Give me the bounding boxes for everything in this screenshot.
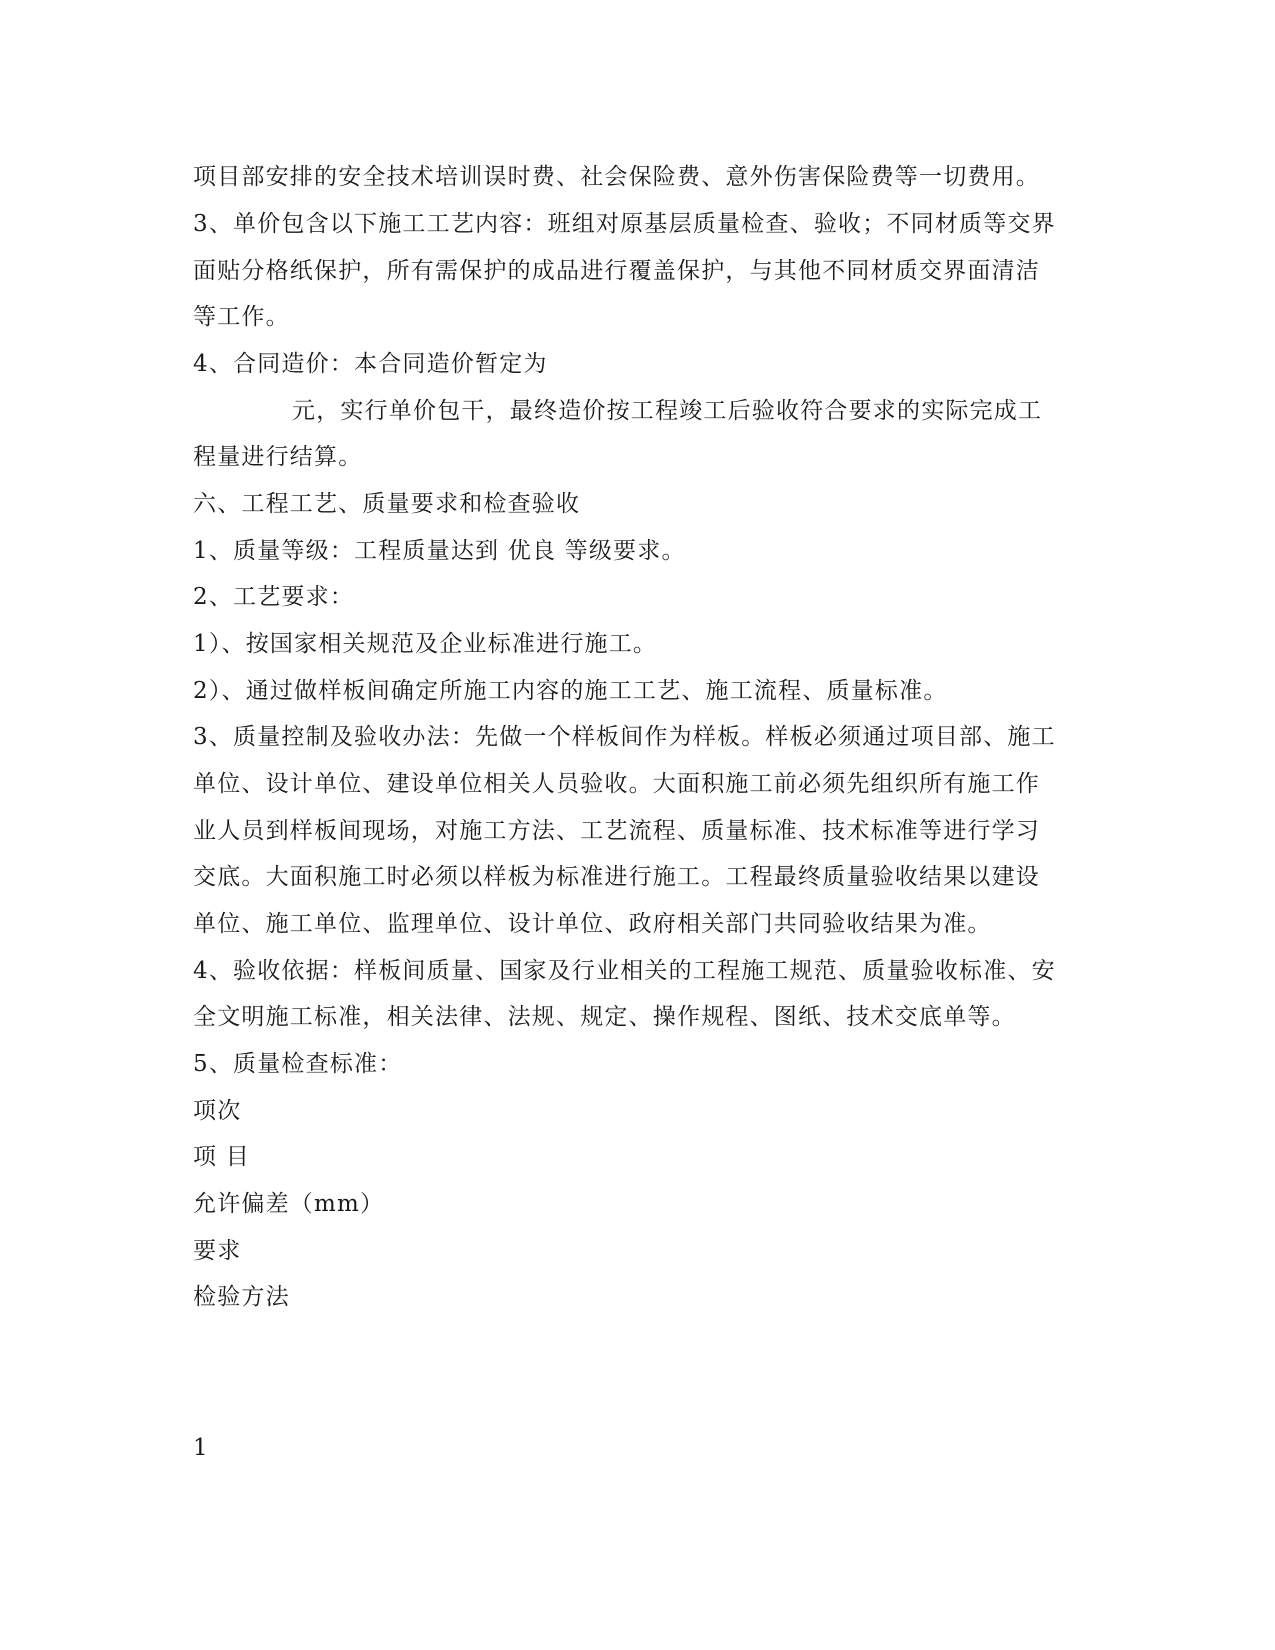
text-line: 程量进行结算。	[193, 444, 363, 470]
text-line: 等工作。	[193, 304, 290, 330]
text-line: 2、工艺要求：	[193, 584, 355, 610]
text-line: 4、验收依据：样板间质量、国家及行业相关的工程施工规范、质量验收标准、安	[193, 958, 1056, 984]
text-line: 元，实行单价包干，最终造价按工程竣工后验收符合要求的实际完成工	[292, 398, 1043, 424]
text-line: 2）、通过做样板间确定所施工内容的施工工艺、施工流程、质量标准。	[193, 678, 948, 704]
text-line: 1）、按国家相关规范及企业标准进行施工。	[193, 631, 658, 657]
text-line: 4、合同造价：本合同造价暂定为	[193, 351, 548, 377]
text-line: 交底。大面积施工时必须以样板为标准进行施工。工程最终质量验收结果以建设	[193, 864, 1040, 890]
text-line: 项目部安排的安全技术培训误时费、社会保险费、意外伤害保险费等一切费用。	[193, 164, 1040, 190]
text-line: 5、质量检查标准：	[193, 1051, 403, 1077]
table-header-inspection-method: 检验方法	[193, 1284, 290, 1310]
text-line: 全文明施工标准，相关法律、法规、规定、操作规程、图纸、技术交底单等。	[193, 1004, 1016, 1030]
text-line: 3、质量控制及验收办法：先做一个样板间作为样板。样板必须通过项目部、施工	[193, 724, 1056, 750]
page-number: 1	[193, 1435, 208, 1461]
table-header-requirement: 要求	[193, 1238, 242, 1264]
text-line: 1、质量等级：工程质量达到 优良 等级要求。	[193, 538, 686, 564]
table-header-item: 项 目	[193, 1144, 250, 1170]
section-heading: 六、工程工艺、质量要求和检查验收	[193, 491, 581, 517]
text-line: 3、单价包含以下施工工艺内容：班组对原基层质量检查、验收；不同材质等交界	[193, 211, 1056, 237]
text-line: 单位、设计单位、建设单位相关人员验收。大面积施工前必须先组织所有施工作	[193, 771, 1040, 797]
table-header-tolerance: 允许偏差（mm）	[193, 1191, 385, 1217]
text-line: 单位、施工单位、监理单位、设计单位、政府相关部门共同验收结果为准。	[193, 911, 992, 937]
text-line: 面贴分格纸保护，所有需保护的成品进行覆盖保护，与其他不同材质交界面清洁	[193, 258, 1040, 284]
text-line: 业人员到样板间现场，对施工方法、工艺流程、质量标准、技术标准等进行学习	[193, 818, 1040, 844]
table-header-item-no: 项次	[193, 1098, 242, 1124]
